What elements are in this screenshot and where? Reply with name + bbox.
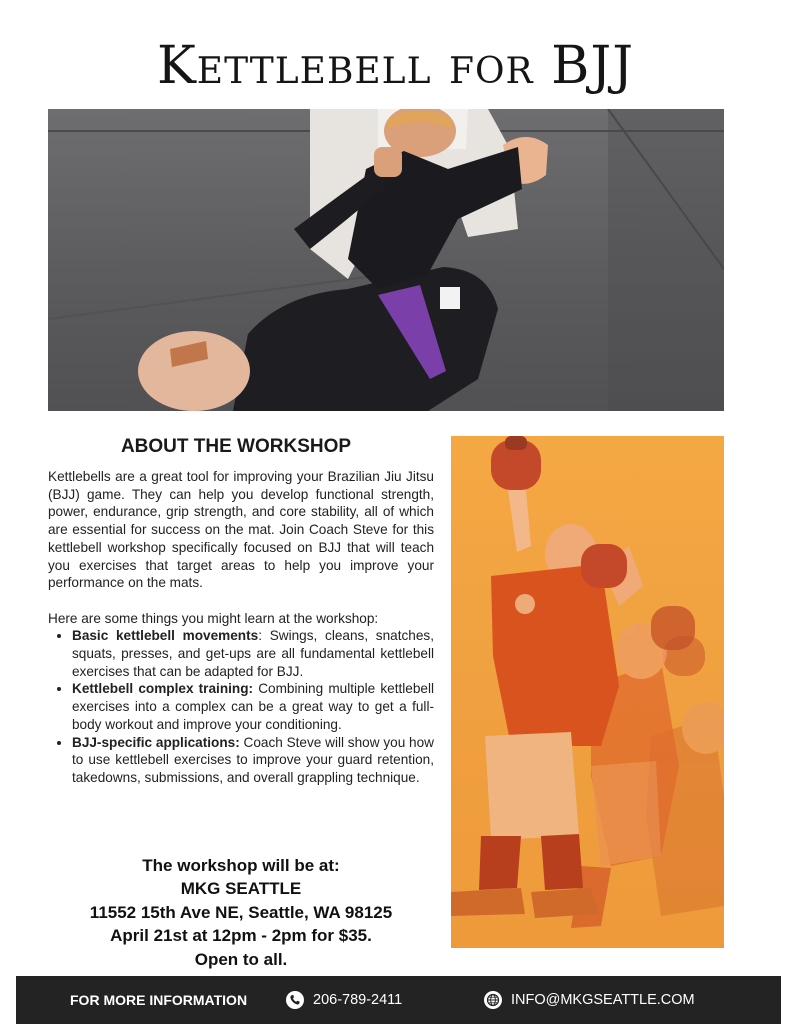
about-heading: ABOUT THE WORKSHOP <box>120 436 352 457</box>
list-item <box>72 734 434 787</box>
globe-icon <box>484 991 502 1009</box>
phone-number[interactable]: 206-789-2411 <box>313 992 403 1008</box>
list-item-text: Coach Steve will show you how to use kettlebell exercises to improve your guard retention, takedowns, submissions, and overall grappling technique. <box>72 734 434 785</box>
about-section <box>48 468 434 787</box>
about-paragraph: Kettlebells are a great tool for improving your Brazilian Jiu Jitsu (BJJ) game. They can help you develop functional strength, power, endurance, grip strength, and core stability, all of which are essential for success on the mat. Join Coach Steve for this kettlebell workshop specifically focused on BJJ that will teach you exercises that target areas to help you improve your performance on the mats. <box>48 469 434 591</box>
kettlebell-photo-orange <box>451 436 724 948</box>
list-item <box>72 680 434 733</box>
list-item-title: Basic kettlebell movements <box>72 628 259 644</box>
list-item-title: Kettlebell complex training: <box>72 681 254 697</box>
workshop-open: Open to all. <box>194 949 288 969</box>
workshop-time-price: April 21st at 12pm - 2pm for $35. <box>110 926 372 946</box>
email-address[interactable]: INFO@MKGSEATTLE.COM <box>511 992 695 1008</box>
page-title: Kettlebell for BJJ <box>156 36 635 96</box>
venue-name: MKG SEATTLE <box>180 879 302 899</box>
workshop-details <box>48 854 434 971</box>
list-item-text: : Swings, cleans, snatches, squats, presses, and get-ups are all fundamental kettlebell exercises that can be adapted for BJJ. <box>72 628 434 679</box>
footer-bar <box>16 976 781 1024</box>
hero-photo-bjj-grappling <box>48 109 724 411</box>
list-intro: Here are some things you might learn at the workshop: <box>48 610 379 626</box>
footer-email[interactable] <box>484 991 695 1009</box>
list-item-text: Combining multiple kettlebell exercises into a complex can be a great way to get a full-body workout and improve your conditioning. <box>72 681 434 732</box>
footer-label: FOR MORE INFORMATION <box>70 992 248 1008</box>
list-item-title: BJJ-specific applications: <box>72 734 240 750</box>
venue-address: 11552 15th Ave NE, Seattle, WA 98125 <box>89 902 393 922</box>
learning-list <box>72 627 434 786</box>
footer-phone[interactable] <box>286 991 402 1009</box>
list-item <box>72 627 434 680</box>
phone-icon <box>286 991 304 1009</box>
workshop-intro: The workshop will be at: <box>142 856 340 875</box>
